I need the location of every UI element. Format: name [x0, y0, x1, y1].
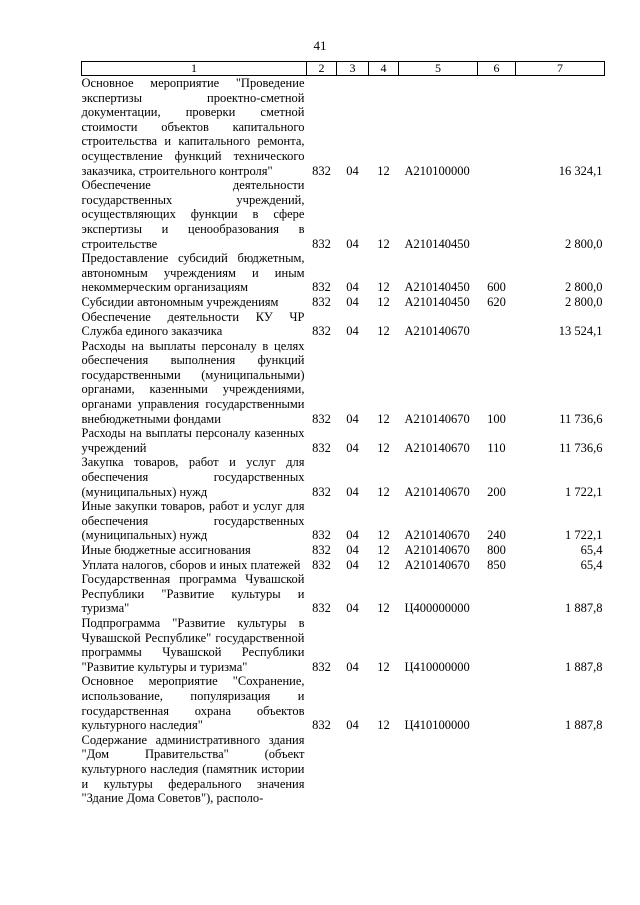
row-target-article: Ц410100000	[404, 718, 470, 733]
row-amount: 13 524,1	[558, 324, 603, 339]
row-section: 04	[346, 484, 359, 499]
row-target-article: А210140450	[404, 280, 470, 295]
row-expense-type	[478, 76, 516, 179]
row-amount: 2 800,0	[565, 236, 603, 251]
row-admin-code: 832	[312, 411, 331, 426]
row-admin-code: 832	[312, 236, 331, 251]
row-expense-type	[478, 616, 516, 674]
row-amount: 11 736,6	[559, 411, 603, 426]
row-expense-type	[478, 178, 516, 251]
row-subsection: 12	[377, 411, 390, 426]
row-target-article: А210100000	[404, 163, 470, 178]
row-subsection: 12	[377, 163, 390, 178]
row-subsection: 12	[377, 659, 390, 674]
table-row	[82, 543, 605, 558]
row-admin-code: 832	[312, 324, 331, 339]
table-row	[82, 310, 605, 339]
row-amount: 1 722,1	[565, 528, 603, 543]
row-admin-code: 832	[312, 543, 331, 557]
row-admin-code: 832	[312, 440, 331, 455]
row-expense-type: 240	[487, 528, 506, 543]
row-expense-type	[478, 572, 516, 616]
row-amount: 2 800,0	[565, 280, 603, 295]
row-amount	[516, 733, 605, 806]
row-subsection: 12	[377, 718, 390, 733]
row-target-article: Ц410000000	[404, 659, 470, 674]
table-row	[82, 455, 605, 499]
row-subsection: 12	[377, 324, 390, 339]
row-subsection: 12	[377, 557, 390, 572]
table-row	[82, 733, 605, 806]
table-row	[82, 572, 605, 616]
table-row	[82, 295, 605, 310]
row-section: 04	[346, 411, 359, 426]
row-name: Закупка товаров, работ и услуг для обеспечения государственных (муниципальных) нужд	[81, 455, 305, 499]
row-subsection: 12	[377, 294, 390, 309]
table-row	[82, 178, 605, 251]
row-amount: 1 887,8	[565, 659, 603, 674]
row-amount: 65,4	[580, 557, 603, 572]
row-name: Предоставление субсидий бюджетным, автономным учреждениям и иным некоммерческим организациям	[81, 251, 305, 295]
row-section: 04	[346, 528, 359, 543]
row-subsection: 12	[377, 528, 390, 543]
row-expense-type	[478, 674, 516, 732]
row-section	[337, 733, 369, 806]
row-subsection	[369, 733, 399, 806]
table-row	[82, 616, 605, 674]
row-amount: 16 324,1	[558, 163, 603, 178]
row-section: 04	[346, 659, 359, 674]
table-row	[82, 426, 605, 455]
row-name: Расходы на выплаты персоналу казенных учреждений	[81, 426, 305, 455]
row-section: 04	[346, 163, 359, 178]
row-expense-type	[478, 310, 516, 339]
row-admin-code	[307, 733, 337, 806]
row-target-article: А210140450	[404, 294, 470, 309]
row-section: 04	[346, 557, 359, 572]
row-admin-code: 832	[312, 484, 331, 499]
row-subsection: 12	[377, 543, 390, 557]
header-col-2: 2	[307, 62, 337, 76]
row-expense-type: 620	[487, 294, 506, 309]
row-target-article: А210140670	[404, 324, 470, 339]
row-expense-type: 100	[487, 411, 506, 426]
row-name: Обеспечение деятельности КУ ЧР Служба единого заказчика	[81, 309, 305, 339]
row-target-article: А210140670	[404, 528, 470, 543]
row-section: 04	[346, 236, 359, 251]
row-expense-type: 200	[487, 484, 506, 499]
row-target-article: А210140670	[404, 411, 470, 426]
row-admin-code: 832	[312, 294, 331, 309]
row-expense-type: 600	[487, 280, 506, 295]
row-subsection: 12	[377, 484, 390, 499]
row-section: 04	[346, 294, 359, 309]
row-expense-type: 850	[487, 557, 506, 572]
header-col-5: 5	[399, 62, 478, 76]
table-row	[82, 558, 605, 573]
budget-table	[81, 61, 605, 806]
row-admin-code: 832	[312, 718, 331, 733]
row-name: Расходы на выплаты персоналу в целях обеспечения выполнения функций государственными (муниципальными) органами, казенными учреждениями, органами управления государственными внебюджетными фондами	[81, 338, 305, 426]
row-admin-code: 832	[312, 557, 331, 572]
row-target-article: А210140670	[404, 557, 470, 572]
table-header-row	[82, 62, 605, 76]
row-amount: 1 887,8	[565, 718, 603, 733]
header-col-7: 7	[516, 62, 605, 76]
row-section: 04	[346, 601, 359, 616]
row-target-article: А210140450	[404, 236, 470, 251]
row-name: Содержание административного здания "Дом Правительства" (объект культурного наследия (памятник истории и культуры федерального значения "Здание Дома Советов"), располо-	[81, 732, 305, 806]
header-col-4: 4	[369, 62, 399, 76]
table-row	[82, 251, 605, 295]
row-admin-code: 832	[312, 280, 331, 295]
row-section: 04	[346, 324, 359, 339]
row-expense-type	[478, 733, 516, 806]
row-section: 04	[346, 440, 359, 455]
row-admin-code: 832	[312, 659, 331, 674]
table-row	[82, 76, 605, 179]
table-row	[82, 674, 605, 732]
row-amount: 65,4	[580, 543, 603, 557]
row-name: Иные бюджетные ассигнования	[81, 543, 251, 557]
row-name: Субсидии автономным учреждениям	[81, 294, 279, 309]
row-section: 04	[346, 543, 359, 557]
row-name: Основное мероприятие "Сохранение, использование, популяризация и государственная охрана объектов культурного наследия"	[81, 674, 305, 733]
row-target-article: А210140670	[404, 543, 470, 557]
header-col-6: 6	[478, 62, 516, 76]
row-subsection: 12	[377, 280, 390, 295]
row-name: Уплата налогов, сборов и иных платежей	[81, 557, 301, 572]
row-amount: 2 800,0	[565, 294, 603, 309]
header-col-1: 1	[82, 62, 307, 76]
row-name: Государственная программа Чувашской Республики "Развитие культуры и туризма"	[81, 572, 305, 616]
row-amount: 11 736,6	[559, 440, 603, 455]
row-amount: 1 722,1	[565, 484, 603, 499]
row-name: Иные закупки товаров, работ и услуг для обеспечения государственных (муниципальных) нужд	[81, 499, 305, 543]
row-target-article	[399, 733, 478, 806]
row-expense-type: 110	[487, 440, 506, 455]
table-row	[82, 339, 605, 427]
row-name: Основное мероприятие "Проведение экспертизы проектно-сметной документации, проверки сметной стоимости объектов капитального строительства и капитального ремонта, осуществление функций технического заказчика, строительного контроля"	[81, 76, 305, 178]
row-target-article: А210140670	[404, 440, 470, 455]
row-admin-code: 832	[312, 528, 331, 543]
row-name: Обеспечение деятельности государственных учреждений, осуществляющих функции в сфере экспертизы и ценообразования в строительстве	[81, 178, 305, 251]
row-subsection: 12	[377, 601, 390, 616]
row-target-article: Ц400000000	[404, 601, 470, 616]
row-section: 04	[346, 280, 359, 295]
header-col-3: 3	[337, 62, 369, 76]
row-subsection: 12	[377, 236, 390, 251]
row-amount: 1 887,8	[565, 601, 603, 616]
row-name: Подпрограмма "Развитие культуры в Чувашской Республике" государственной программы Чувашской Республики "Развитие культуры и туризма"	[81, 615, 305, 674]
row-expense-type: 800	[487, 543, 506, 557]
row-admin-code: 832	[312, 601, 331, 616]
row-target-article: А210140670	[404, 484, 470, 499]
page-number: 41	[313, 38, 327, 53]
table-row	[82, 499, 605, 543]
row-admin-code: 832	[312, 163, 331, 178]
row-section: 04	[346, 718, 359, 733]
row-subsection: 12	[377, 440, 390, 455]
